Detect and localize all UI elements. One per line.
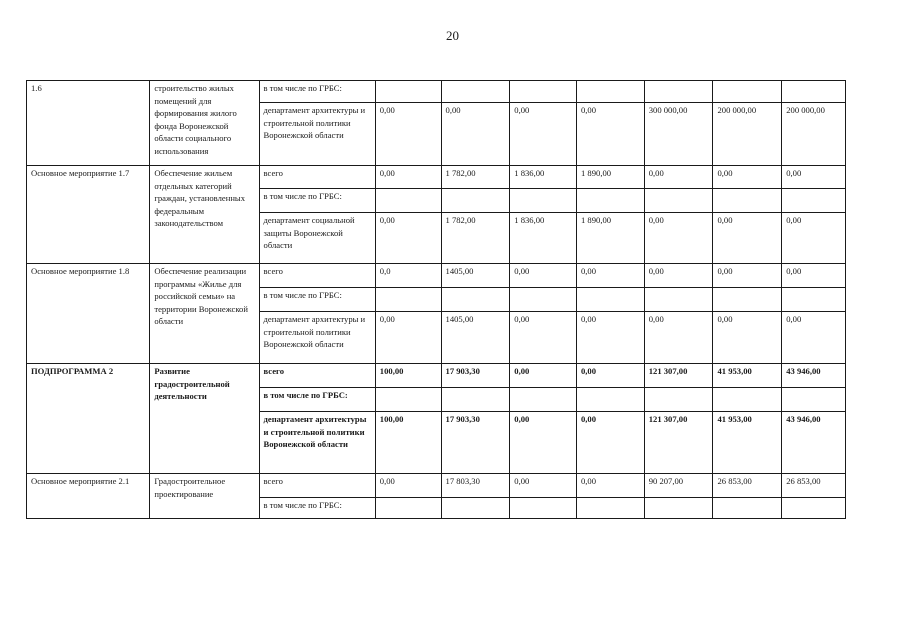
value-cell: 26 853,00 [782,474,846,498]
line-label-cell: в том числе по ГРБС: [259,288,375,312]
value-cell: 26 853,00 [713,474,782,498]
value-cell: 0,00 [782,166,846,189]
value-cell [644,498,713,519]
value-cell [510,81,577,103]
value-cell [375,189,441,213]
value-cell: 0,00 [375,166,441,189]
value-cell [576,81,644,103]
value-cell: 0,00 [713,312,782,364]
value-cell: 1 890,00 [576,213,644,264]
value-cell [441,388,510,412]
row-code-cell: ПОДПРОГРАММА 2 [27,364,150,474]
value-cell: 0,00 [576,312,644,364]
value-cell [576,498,644,519]
value-cell: 0,00 [713,166,782,189]
value-cell: 200 000,00 [782,103,846,166]
row-code-cell: 1.6 [27,81,150,166]
value-cell: 43 946,00 [782,412,846,474]
value-cell: 1 836,00 [510,213,577,264]
value-cell [441,498,510,519]
value-cell: 1 890,00 [576,166,644,189]
value-cell: 0,00 [644,166,713,189]
value-cell: 0,00 [576,364,644,388]
value-cell: 41 953,00 [713,364,782,388]
value-cell [441,189,510,213]
page-number: 20 [446,28,459,43]
value-cell: 0,00 [510,312,577,364]
value-cell: 41 953,00 [713,412,782,474]
value-cell: 0,00 [576,103,644,166]
value-cell [713,498,782,519]
value-cell: 100,00 [375,364,441,388]
line-label-cell: в том числе по ГРБС: [259,498,375,519]
value-cell: 0,00 [713,264,782,288]
line-label-cell: всего [259,166,375,189]
value-cell [510,498,577,519]
value-cell [644,189,713,213]
table-row [27,474,846,498]
value-cell: 0,00 [576,412,644,474]
value-cell [375,81,441,103]
value-cell: 0,00 [782,264,846,288]
row-name-cell: Обеспечение жильем отдельных категорий граждан, установленных федеральным законодательством [150,166,259,264]
value-cell [782,288,846,312]
value-cell [713,189,782,213]
value-cell: 0,00 [510,264,577,288]
value-cell: 0,00 [510,103,577,166]
line-label-cell: в том числе по ГРБС: [259,189,375,213]
row-name-cell: Развитие градостроительной деятельности [150,364,259,474]
value-cell: 0,00 [782,213,846,264]
value-cell: 0,00 [510,474,577,498]
value-cell: 1 782,00 [441,166,510,189]
line-label-cell: департамент архитектуры и строительной политики Воронежской области [259,412,375,474]
row-name-cell: Градостроительное проектирование [150,474,259,519]
value-cell: 0,00 [510,364,577,388]
value-cell: 121 307,00 [644,412,713,474]
value-cell [644,288,713,312]
value-cell [375,288,441,312]
value-cell: 0,00 [576,474,644,498]
value-cell [375,388,441,412]
value-cell: 0,00 [782,312,846,364]
line-label-cell: в том числе по ГРБС: [259,81,375,103]
value-cell [441,288,510,312]
value-cell [713,288,782,312]
value-cell: 0,00 [713,213,782,264]
value-cell: 0,00 [375,312,441,364]
value-cell: 0,00 [510,412,577,474]
row-code-cell: Основное мероприятие 2.1 [27,474,150,519]
value-cell: 1405,00 [441,264,510,288]
value-cell: 1 836,00 [510,166,577,189]
value-cell [713,388,782,412]
value-cell: 121 307,00 [644,364,713,388]
value-cell [576,189,644,213]
value-cell: 0,00 [375,103,441,166]
value-cell [510,189,577,213]
table-row [27,364,846,388]
value-cell [375,498,441,519]
value-cell: 17 903,30 [441,364,510,388]
value-cell [782,189,846,213]
value-cell: 90 207,00 [644,474,713,498]
line-label-cell: департамент социальной защиты Воронежской области [259,213,375,264]
value-cell: 0,0 [375,264,441,288]
value-cell: 0,00 [441,103,510,166]
line-label-cell: всего [259,474,375,498]
value-cell [782,388,846,412]
row-code-cell: Основное мероприятие 1.8 [27,264,150,364]
budget-table [26,80,846,519]
value-cell [510,288,577,312]
value-cell: 0,00 [375,474,441,498]
value-cell: 43 946,00 [782,364,846,388]
table-row [27,264,846,288]
value-cell: 0,00 [375,213,441,264]
line-label-cell: департамент архитектуры и строительной политики Воронежской области [259,312,375,364]
line-label-cell: всего [259,264,375,288]
value-cell: 0,00 [644,264,713,288]
row-name-cell: строительство жилых помещений для формирования жилого фонда Воронежской области социального использования [150,81,259,166]
value-cell [441,81,510,103]
value-cell: 100,00 [375,412,441,474]
value-cell: 0,00 [644,312,713,364]
value-cell: 300 000,00 [644,103,713,166]
value-cell: 200 000,00 [713,103,782,166]
value-cell [713,81,782,103]
row-name-cell: Обеспечение реализации программы «Жилье для российской семьи» на территории Воронежской области [150,264,259,364]
value-cell [510,388,577,412]
value-cell [576,288,644,312]
value-cell: 0,00 [576,264,644,288]
value-cell [782,498,846,519]
line-label-cell: всего [259,364,375,388]
value-cell [644,81,713,103]
value-cell [576,388,644,412]
table-body [27,81,846,519]
value-cell: 1 782,00 [441,213,510,264]
row-code-cell: Основное мероприятие 1.7 [27,166,150,264]
value-cell [782,81,846,103]
table-row [27,81,846,103]
line-label-cell: департамент архитектуры и строительной политики Воронежской области [259,103,375,166]
value-cell: 17 803,30 [441,474,510,498]
line-label-cell: в том числе по ГРБС: [259,388,375,412]
value-cell: 1405,00 [441,312,510,364]
value-cell [644,388,713,412]
value-cell: 17 903,30 [441,412,510,474]
table-row [27,166,846,189]
value-cell: 0,00 [644,213,713,264]
